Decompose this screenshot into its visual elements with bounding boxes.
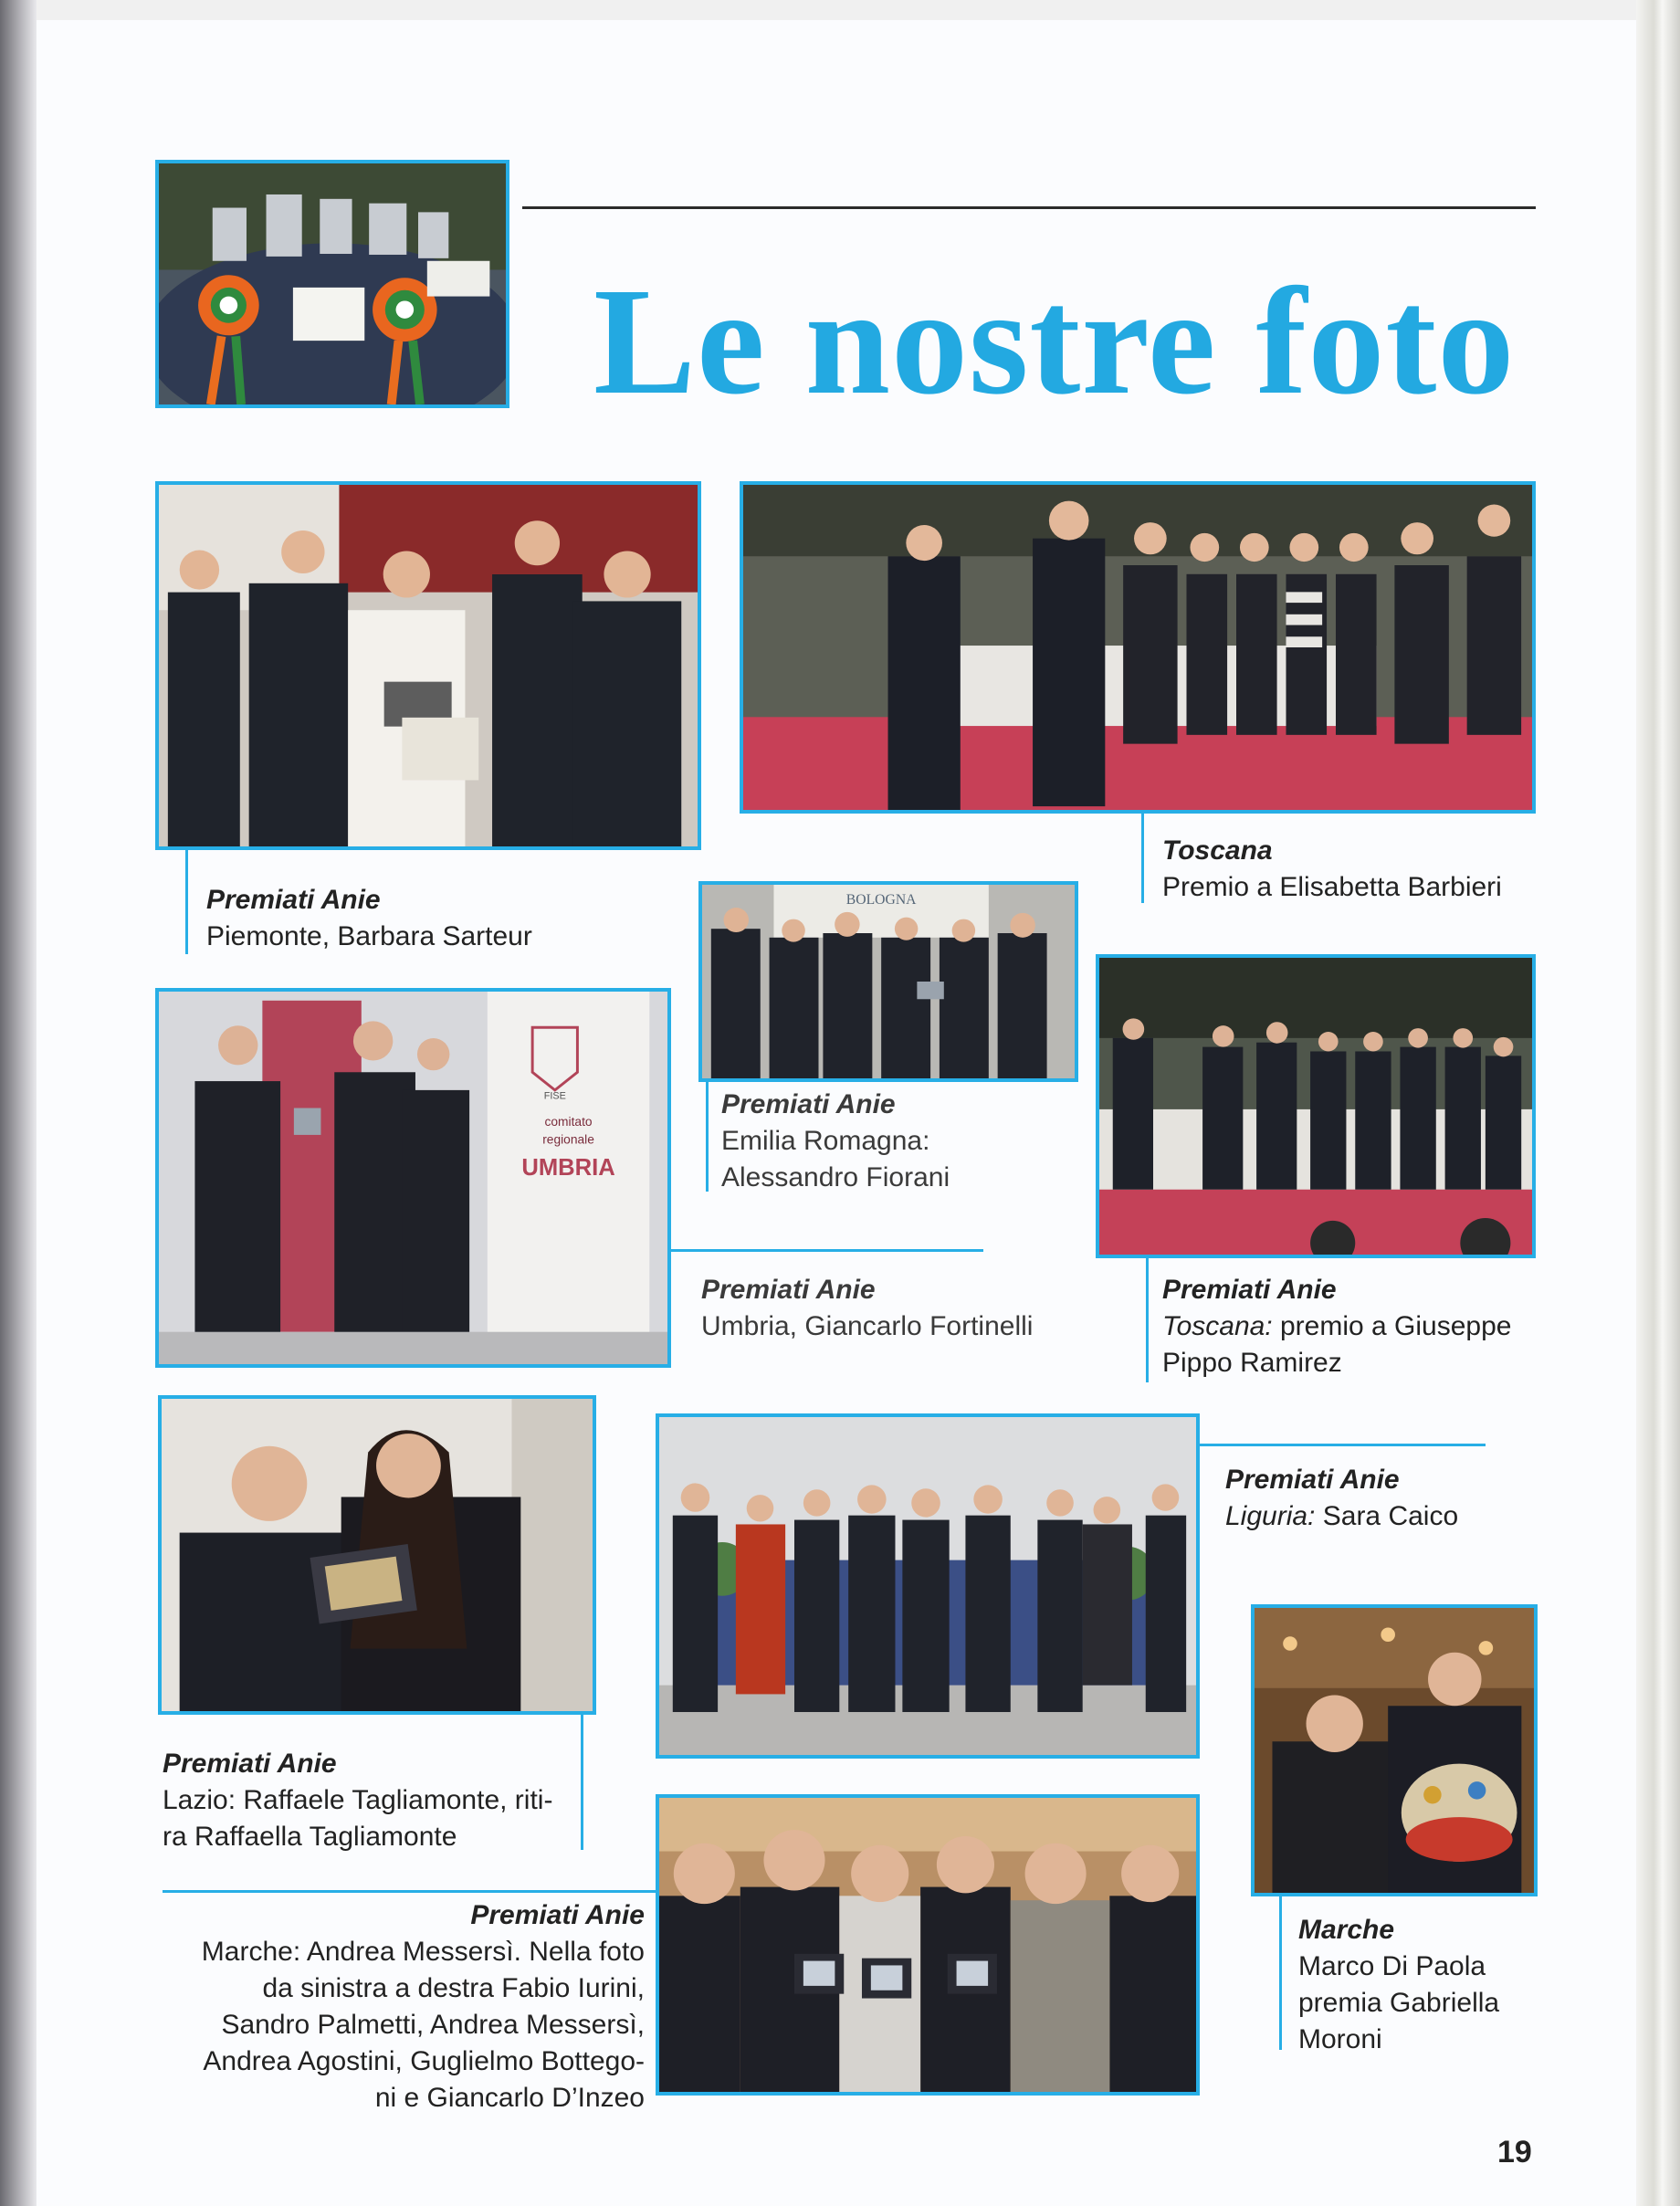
binding-shadow (0, 0, 37, 2206)
photo-lazio (158, 1395, 596, 1715)
caption-rule-liguria (1200, 1444, 1486, 1446)
caption-heading: Premiati Anie (1162, 1275, 1337, 1305)
caption-piemonte (206, 882, 532, 955)
caption-heading: Premiati Anie (701, 1275, 876, 1305)
caption-rule-umbria (671, 1249, 983, 1252)
caption-text: Piemonte, Barbara Sarteur (206, 921, 532, 951)
caption-heading: Toscana (1162, 835, 1273, 866)
caption-toscana-ramirez (1162, 1272, 1511, 1381)
caption-line: Marco Di Paola (1298, 1951, 1486, 1981)
page-title: Le nostre foto (593, 257, 1516, 426)
caption-region: Liguria: (1225, 1501, 1316, 1531)
photo-marche-group (656, 1794, 1200, 2096)
photo-toscana-barbieri (740, 481, 1536, 814)
caption-umbria (701, 1272, 1033, 1345)
caption-text: Umbria, Giancarlo Fortinelli (701, 1311, 1034, 1341)
umbria-banner-line3: UMBRIA (521, 1155, 615, 1182)
caption-rule-marche-group (163, 1890, 656, 1893)
caption-line: Andrea Agostini, Guglielmo Bottego- (203, 2046, 645, 2076)
caption-region: Toscana: (1162, 1311, 1273, 1341)
caption-liguria (1225, 1462, 1458, 1535)
caption-marche-dipaola (1298, 1912, 1499, 2058)
caption-heading: Premiati Anie (1225, 1465, 1400, 1495)
caption-line: da sinistra a destra Fabio Iurini, (262, 1973, 645, 2003)
caption-text: Premio a Elisabetta Barbieri (1162, 872, 1502, 902)
caption-rule-emilia (706, 1082, 709, 1192)
header-rule (522, 206, 1536, 209)
caption-marche-group (137, 1897, 645, 2117)
caption-rule-marche-dipaola (1279, 1896, 1282, 2050)
fise-logo-text: FISE (543, 1090, 566, 1102)
umbria-banner-line1: comitato (544, 1115, 593, 1129)
caption-rule-toscana-ramirez (1146, 1258, 1149, 1382)
photo-liguria (656, 1413, 1200, 1759)
caption-rule-piemonte (185, 850, 188, 954)
photo-trophies (155, 160, 509, 408)
caption-heading: Premiati Anie (721, 1089, 896, 1119)
caption-heading: Premiati Anie (470, 1900, 645, 1930)
caption-line: ni e Giancarlo D’Inzeo (374, 2083, 645, 2113)
caption-line: premia Gabriella (1298, 1988, 1500, 2018)
caption-toscana-top (1162, 833, 1502, 906)
caption-text: Sara Caico (1322, 1501, 1459, 1531)
caption-line: Sandro Palmetti, Andrea Messersì, (221, 2010, 645, 2040)
caption-lazio (163, 1746, 552, 1855)
photo-toscana-ramirez (1096, 954, 1536, 1258)
caption-heading: Marche (1298, 1915, 1395, 1945)
caption-emilia-romagna (721, 1087, 950, 1196)
caption-line: premio a Giuseppe (1280, 1311, 1512, 1341)
caption-line: Marche: Andrea Messersì. Nella foto (201, 1937, 645, 1967)
photo-piemonte (155, 481, 701, 850)
caption-line: Emilia Romagna: (721, 1126, 930, 1156)
page-top-edge (0, 0, 1680, 20)
bologna-banner-text: BOLOGNA (845, 892, 917, 909)
photo-marche-dipaola (1251, 1604, 1538, 1896)
photo-emilia-romagna (698, 881, 1078, 1082)
caption-rule-lazio (581, 1715, 583, 1850)
caption-line: Pippo Ramirez (1162, 1348, 1342, 1378)
page-right-edge (1636, 0, 1680, 2206)
umbria-banner-line2: regionale (542, 1132, 594, 1147)
caption-rule-toscana (1141, 814, 1144, 903)
caption-heading: Premiati Anie (163, 1749, 337, 1779)
page-number: 19 (1497, 2135, 1532, 2169)
caption-heading: Premiati Anie (206, 885, 381, 915)
caption-line: ra Raffaella Tagliamonte (163, 1822, 457, 1852)
caption-line: Moroni (1298, 2024, 1382, 2054)
photo-umbria (155, 988, 671, 1368)
caption-line: Lazio: Raffaele Tagliamonte, riti- (163, 1785, 553, 1815)
caption-line: Alessandro Fiorani (721, 1162, 950, 1192)
